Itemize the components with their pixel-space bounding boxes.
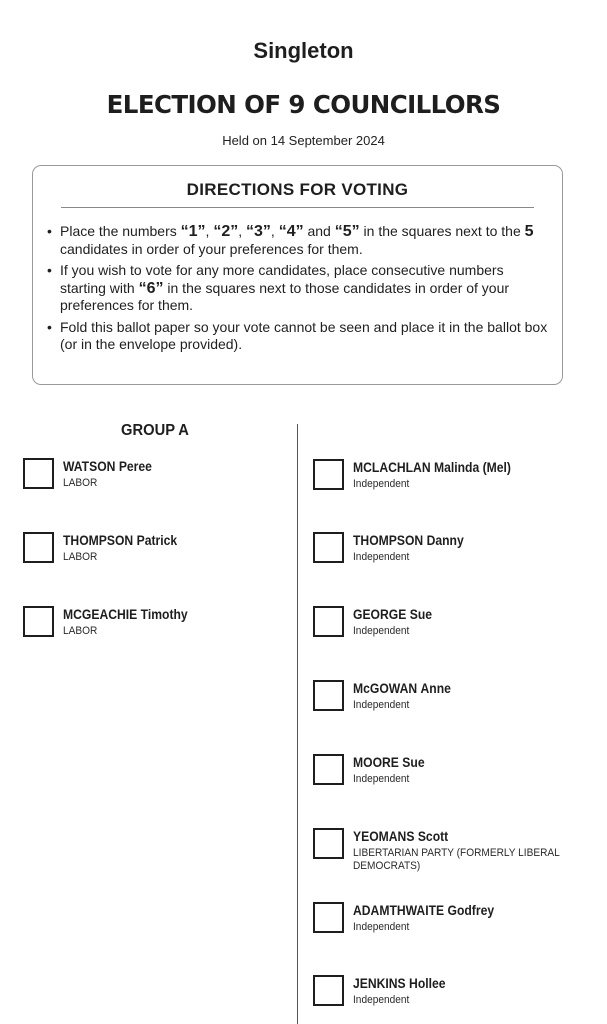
candidate-yeomans-scott	[313, 828, 603, 876]
preference-number: “2”	[213, 223, 239, 240]
candidate-moore-sue	[313, 754, 603, 794]
candidate-given-name: Peree	[118, 459, 152, 474]
candidate-name	[353, 755, 425, 770]
candidate-given-name: Scott	[417, 829, 449, 844]
candidate-mcgowan-anne	[313, 680, 603, 720]
preference-box[interactable]	[313, 680, 344, 711]
candidate-surname: THOMPSON	[63, 533, 134, 548]
candidate-surname: MCGEACHIE	[63, 607, 138, 622]
direction-text: candidates in order of your preferences for them.	[60, 240, 363, 257]
candidate-name	[353, 976, 446, 991]
candidate-given-name: Sue	[402, 755, 425, 770]
candidate-surname: YEOMANS	[353, 829, 415, 844]
preference-number: “1”	[180, 223, 206, 240]
candidate-name	[353, 681, 451, 696]
preference-box[interactable]	[313, 532, 344, 563]
directions-title: DIRECTIONS FOR VOTING	[186, 180, 409, 199]
preference-number: “5”	[334, 223, 360, 240]
candidate-mcgeachie-timothy	[23, 606, 293, 646]
candidate-party: LABOR	[63, 551, 98, 563]
candidate-party: Independent	[353, 773, 410, 785]
candidate-given-name: Godfrey	[447, 903, 495, 918]
preference-box[interactable]	[23, 458, 54, 489]
direction-item-2	[47, 262, 552, 315]
preference-number: “4”	[278, 223, 304, 240]
preference-box[interactable]	[313, 975, 344, 1006]
preference-box[interactable]	[313, 828, 344, 859]
preference-box[interactable]	[313, 606, 344, 637]
preference-box[interactable]	[313, 754, 344, 785]
candidate-name	[63, 459, 152, 474]
preference-number: “6”	[138, 279, 164, 297]
column-divider	[297, 424, 298, 1024]
candidate-adamthwaite-godfrey	[313, 902, 603, 942]
direction-item-1	[47, 223, 552, 258]
candidate-party: Independent	[353, 551, 410, 563]
held-on-date: Held on 14 September 2024	[222, 133, 385, 148]
candidate-surname: ADAMTHWAITE	[353, 903, 445, 918]
candidate-given-name: Malinda (Mel)	[434, 460, 511, 475]
candidate-name	[353, 607, 432, 622]
candidate-surname: THOMPSON	[353, 533, 424, 548]
directions-divider	[61, 207, 534, 208]
candidate-given-name: Sue	[409, 607, 433, 622]
direction-text: in the squares next to those candidates in order of your preferences for them.	[60, 279, 510, 313]
direction-text: If you wish to vote for any more candidates, place consecutive numbers starting with	[60, 262, 504, 296]
candidate-surname: GEORGE	[353, 607, 407, 622]
council-name: Singleton	[253, 38, 354, 63]
separator: ,	[238, 223, 246, 239]
group-a-header: GROUP A	[121, 422, 189, 439]
candidate-thompson-patrick	[23, 532, 293, 572]
election-title: ELECTION OF 9 COUNCILLORS	[106, 90, 501, 119]
direction-item-3	[47, 319, 552, 354]
preference-box[interactable]	[313, 902, 344, 933]
candidate-party: LABOR	[63, 477, 98, 489]
candidate-mclachlan-malinda	[313, 459, 603, 499]
separator: ,	[270, 223, 279, 239]
directions-box	[32, 165, 563, 385]
candidate-surname: MCLACHLAN	[353, 460, 431, 475]
preference-box[interactable]	[313, 459, 344, 490]
directions-list	[47, 223, 552, 358]
candidate-name	[353, 460, 511, 475]
candidate-jenkins-hollee	[313, 975, 603, 1015]
direction-text: in the squares next to the	[359, 223, 525, 239]
candidate-name	[63, 533, 177, 548]
bullet: •	[47, 262, 52, 278]
preference-box[interactable]	[23, 606, 54, 637]
candidate-count: 5	[524, 223, 534, 240]
candidate-party: Independent	[353, 478, 410, 490]
bullet: •	[47, 223, 52, 239]
candidate-name	[353, 829, 448, 844]
candidate-party: Independent	[353, 994, 410, 1006]
candidate-name	[63, 607, 188, 622]
candidate-party: LABOR	[63, 625, 98, 637]
separator: ,	[205, 223, 214, 239]
candidate-thompson-danny	[313, 532, 603, 572]
separator: and	[303, 223, 335, 239]
bullet: •	[47, 318, 52, 335]
candidate-surname: MOORE	[353, 755, 399, 770]
candidate-given-name: Patrick	[136, 533, 178, 548]
candidate-given-name: Timothy	[140, 607, 188, 622]
candidate-given-name: Danny	[426, 533, 464, 548]
preference-box[interactable]	[23, 532, 54, 563]
preference-number: “3”	[246, 223, 271, 240]
candidate-surname: JENKINS	[353, 976, 406, 991]
candidate-party: Independent	[353, 625, 410, 637]
candidate-given-name: Anne	[420, 681, 451, 696]
candidate-surname: WATSON	[63, 459, 116, 474]
candidate-surname: McGOWAN	[353, 681, 418, 696]
candidate-name	[353, 533, 464, 548]
candidate-party: Independent	[353, 699, 410, 711]
candidate-party: Independent	[353, 921, 410, 933]
direction-text: Place the numbers	[60, 223, 181, 239]
candidate-name	[353, 903, 494, 918]
candidate-george-sue	[313, 606, 603, 646]
candidate-watson-peree	[23, 458, 293, 498]
candidate-party: LIBERTARIAN PARTY (FORMERLY LIBERAL DEMOCRATS)	[353, 847, 560, 872]
candidate-given-name: Hollee	[409, 976, 446, 991]
direction-text: Fold this ballot paper so your vote cannot be seen and place it in the ballot box (or in the envelope provided).	[60, 318, 548, 352]
